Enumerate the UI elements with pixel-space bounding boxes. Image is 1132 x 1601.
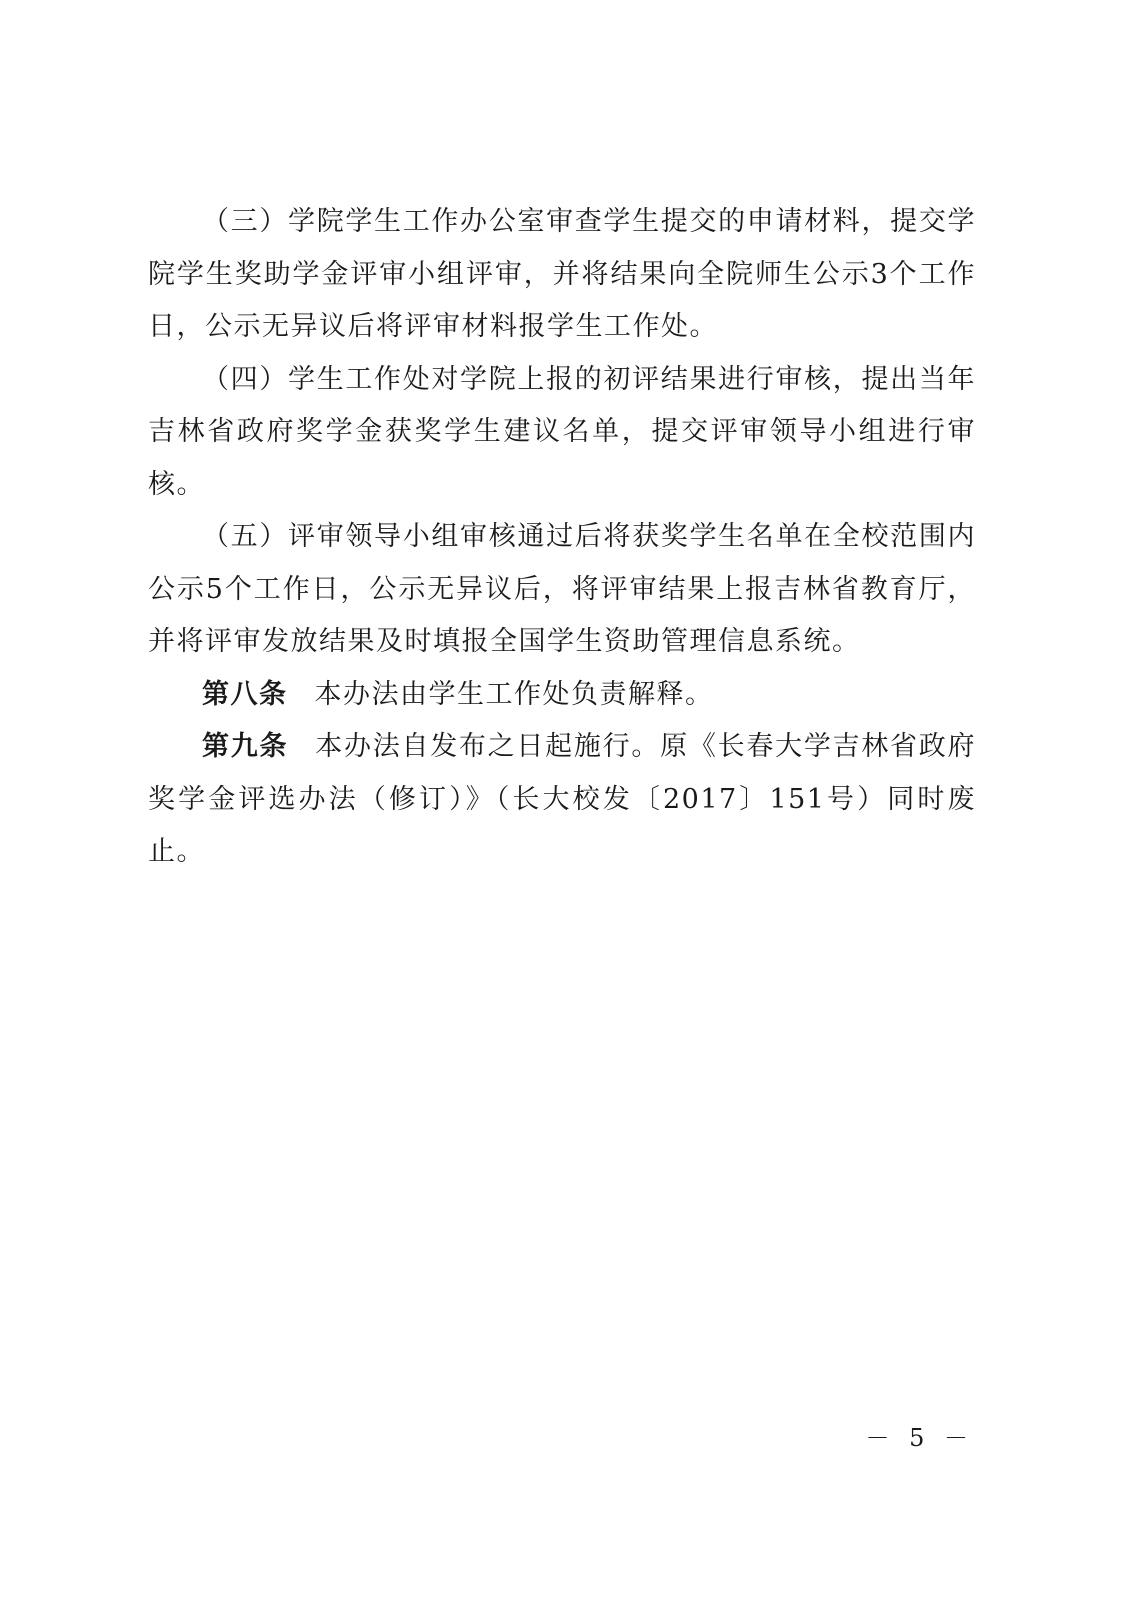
paragraph-text: （四）学生工作处对学院上报的初评结果进行审核，提出当年吉林省政府奖学金获奖学生建议名单，提交评审领导小组进行审核。 (148, 363, 976, 500)
paragraph-item-3 (148, 196, 976, 354)
article-text: 本办法由学生工作处负责解释。 (314, 678, 714, 710)
article-8 (148, 669, 976, 722)
article-text: 本办法自发布之日起施行。原《长春大学吉林省政府奖学金评选办法（修订）》（长大校发〔2017〕151号）同时废止。 (148, 731, 977, 867)
paragraph-item-5 (148, 511, 976, 669)
article-label: 第八条 (202, 678, 288, 710)
paragraph-text: （五）评审领导小组审核通过后将获奖学生名单在全校范围内公示5个工作日，公示无异议后，将评审结果上报吉林省教育厅，并将评审发放结果及时填报全国学生资助管理信息系统。 (148, 521, 976, 657)
document-body (148, 196, 976, 879)
article-label: 第九条 (202, 731, 289, 762)
article-9 (148, 721, 976, 879)
paragraph-text: （三）学院学生工作办公室审查学生提交的申请材料，提交学院学生奖助学金评审小组评审，并将结果向全院师生公示3个工作日，公示无异议后将评审材料报学生工作处。 (148, 206, 976, 342)
paragraph-item-4 (148, 354, 976, 512)
page-number: － 5 － (865, 1424, 974, 1452)
